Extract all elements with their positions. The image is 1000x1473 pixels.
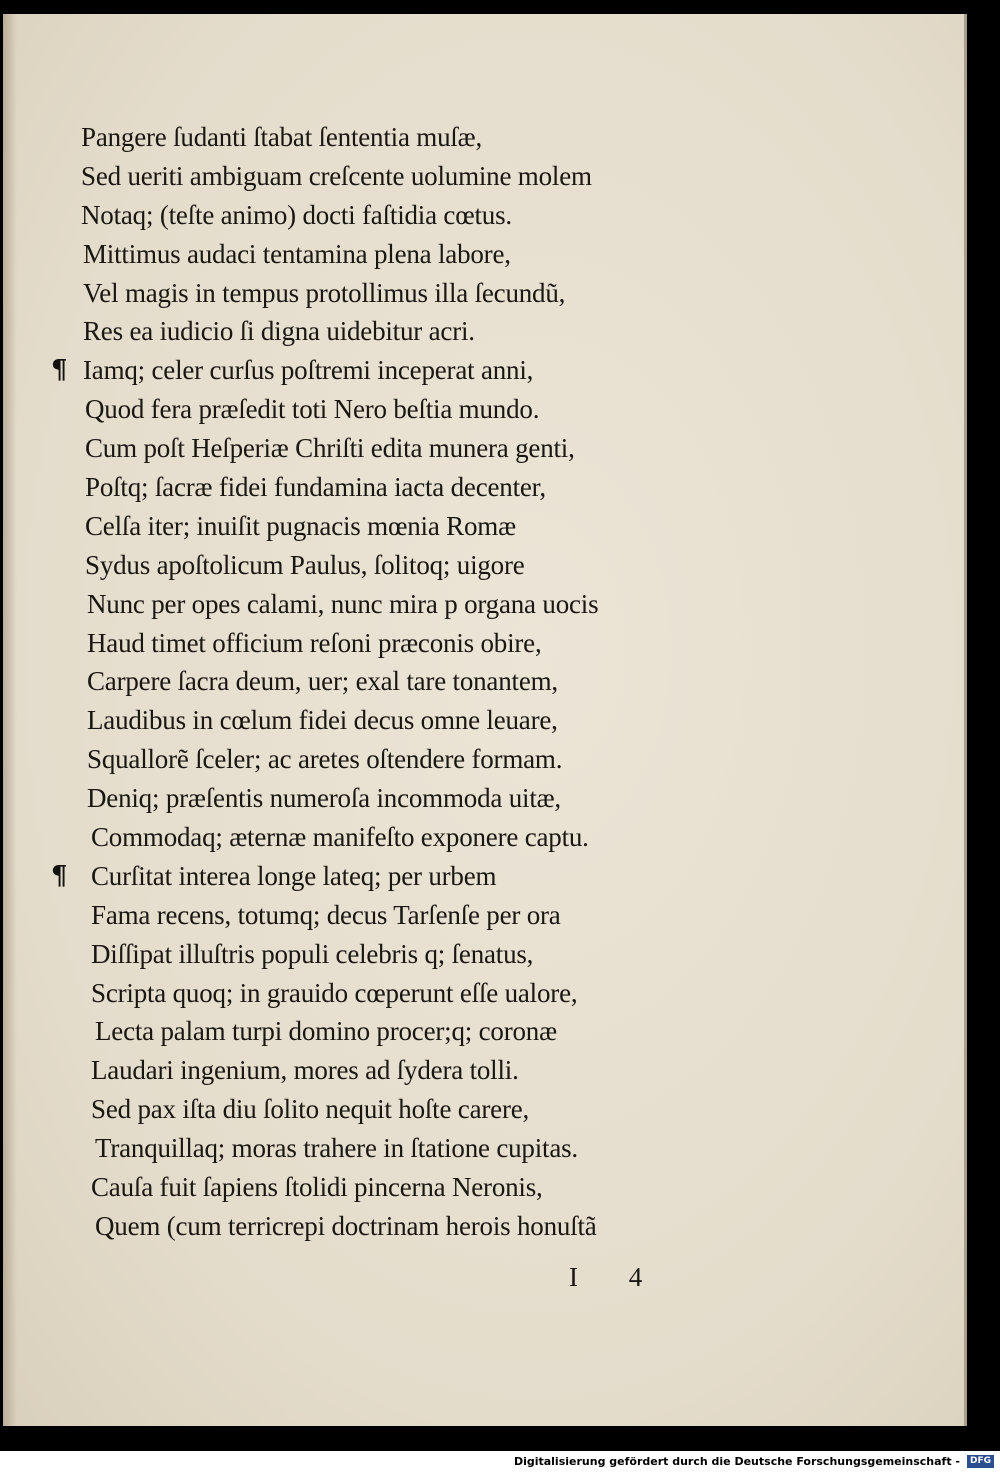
dfg-logo-icon: DFG bbox=[967, 1455, 994, 1468]
verse-line: Cauſa fuit ſapiens ſtolidi pincerna Neronis, bbox=[91, 1172, 543, 1203]
verse-line: Celſa iter; inuiſit pugnacis mœnia Romæ bbox=[85, 510, 516, 541]
verse-line: Sed pax iſta diu ſolito nequit hoſte carere, bbox=[91, 1094, 530, 1125]
verse-line: Poſtq; ſacræ fidei fundamina iacta decenter, bbox=[85, 472, 546, 503]
verse-line: Haud timet officium reſoni præconis obire, bbox=[87, 627, 542, 658]
verse-line: Cum poſt Heſperiæ Chriſti edita munera genti, bbox=[85, 433, 575, 464]
verse-line: Squallorẽ ſceler; ac aretes oſtendere formam. bbox=[87, 744, 563, 775]
verse-line: Notaq; (teſte animo) docti faſtidia cœtus. bbox=[81, 199, 512, 230]
verse-line: Nunc per opes calami, nunc mira p organa uocis bbox=[87, 588, 599, 619]
footer-bar bbox=[0, 1451, 1000, 1473]
verse-line: ¶ Curſitat interea longe lateq; per urbem bbox=[51, 857, 931, 896]
verse-line: Laudibus in cœlum fidei decus omne leuare, bbox=[87, 705, 558, 736]
verse-line: Deniq; præſentis numeroſa incommoda uitæ, bbox=[87, 783, 561, 814]
book-page bbox=[3, 14, 967, 1426]
verse-line: Vel magis in tempus protollimus illa ſecundũ, bbox=[83, 277, 566, 308]
verse-line: Carpere ſacra deum, uer; exal tare tonantem, bbox=[87, 666, 558, 697]
verse-line: Quod fera præſedit toti Nero beſtia mundo. bbox=[85, 394, 540, 425]
verse-line: Quem (cum terricrepi doctrinam herois honuſtã bbox=[95, 1210, 597, 1241]
verse-text-block bbox=[51, 118, 931, 1246]
verse-line: Diſſipat illuſtris populi celebris q; ſenatus, bbox=[91, 938, 534, 969]
verse-line: ¶ Iamq; celer curſus poſtremi inceperat anni, bbox=[51, 351, 931, 390]
verse-line: Scripta quoq; in grauido cœperunt eſſe ualore, bbox=[91, 977, 578, 1008]
verse-line: Tranquillaq; moras trahere in ſtatione cupitas. bbox=[95, 1133, 578, 1164]
page-gutter-shadow bbox=[3, 14, 17, 1426]
verse-line: Fama recens, totumq; decus Tarſenſe per ora bbox=[91, 899, 561, 930]
signature-mark: I 4 bbox=[569, 1262, 665, 1292]
verse-line: Lecta palam turpi domino procer;q; coronæ bbox=[95, 1016, 557, 1047]
verse-line: Mittimus audaci tentamina plena labore, bbox=[83, 238, 511, 269]
verse-line: Laudari ingenium, mores ad ſydera tolli. bbox=[91, 1055, 519, 1086]
verse-line: Commodaq; æternæ manifeſto exponere captu. bbox=[91, 822, 589, 853]
verse-line: Res ea iudicio ſi digna uidebitur acri. bbox=[83, 316, 475, 347]
paragraph-mark: ¶ bbox=[51, 860, 68, 891]
verse-line: Sydus apoſtolicum Paulus, ſolitoq; uigore bbox=[85, 549, 525, 580]
footer-credit: Digitalisierung gefördert durch die Deutsche Forschungsgemeinschaft - bbox=[513, 1455, 960, 1468]
verse-line: Pangere ſudanti ſtabat ſententia muſæ, bbox=[81, 122, 483, 152]
verse-line: Sed ueriti ambiguam creſcente uolumine molem bbox=[81, 160, 592, 191]
paragraph-mark: ¶ bbox=[51, 355, 68, 386]
page-edge bbox=[964, 14, 967, 1426]
